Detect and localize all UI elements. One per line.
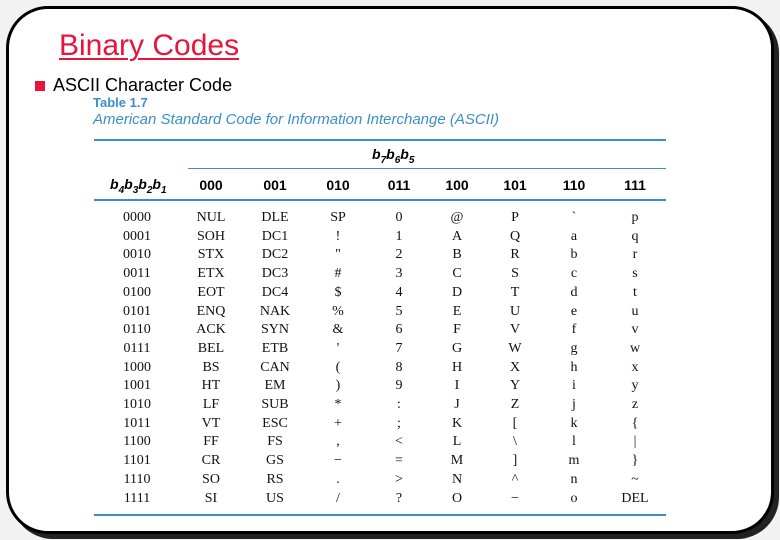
row-header-sub1: 1: [160, 184, 167, 196]
column-header-111: 111: [624, 177, 646, 193]
table-header-rule: [94, 199, 666, 201]
bullet-row: [35, 75, 232, 96]
table-cell: L: [452, 434, 462, 450]
square-bullet-icon: [35, 81, 45, 91]
table-cell: {: [631, 415, 639, 431]
table-cell: 6: [395, 322, 403, 338]
column-header-000: 000: [199, 177, 223, 193]
table-cell: &: [332, 322, 344, 338]
table-cell: 8: [395, 359, 403, 375]
table-cell: #: [334, 266, 342, 282]
table-cell: s: [632, 266, 638, 282]
table-cell: E: [452, 303, 462, 319]
table-cell: R: [510, 247, 520, 263]
group-header-rule: [188, 168, 666, 169]
table-cell: m: [568, 453, 580, 469]
row-code-1001: 1001: [123, 378, 151, 394]
table-cell: VT: [201, 415, 221, 431]
table-cell: (: [335, 359, 341, 375]
table-cell: |: [633, 434, 637, 450]
table-cell: c: [570, 266, 578, 282]
table-cell: \: [513, 434, 517, 450]
table-cell: SYN: [260, 322, 289, 338]
row-code-1111: 1111: [123, 490, 151, 506]
row-header-b1: b: [152, 176, 161, 192]
table-cell: LF: [202, 397, 220, 412]
row-header-sub2: 2: [146, 184, 153, 196]
table-cell: =: [395, 453, 403, 469]
table-cell: e: [570, 303, 578, 319]
table-cell: j: [572, 397, 576, 412]
table-cell: A: [451, 228, 463, 244]
table-cell: DLE: [261, 210, 289, 225]
row-code-0010: 0010: [123, 247, 151, 263]
row-header-b3: b: [124, 176, 133, 192]
table-cell: Q: [509, 228, 521, 244]
table-cell: `: [571, 210, 577, 225]
table-cell: z: [631, 397, 639, 412]
table-cell: ,: [336, 434, 340, 450]
table-cell: 7: [395, 340, 403, 356]
table-cell: V: [509, 322, 521, 338]
table-cell: q: [631, 228, 639, 244]
table-cell: l: [572, 434, 576, 450]
table-cell: ETX: [197, 266, 225, 282]
table-top-rule: [94, 139, 666, 141]
table-cell: FS: [267, 434, 283, 450]
table-cell: STX: [197, 247, 225, 263]
table-cell: HT: [201, 378, 221, 394]
table-cell: 2: [395, 247, 403, 263]
table-cell: }: [631, 453, 639, 469]
row-code-0111: 0111: [123, 340, 151, 356]
group-header-b7: b: [372, 146, 381, 162]
row-code-0101: 0101: [123, 303, 151, 319]
table-cell: BEL: [197, 340, 225, 356]
row-header-sub4: 4: [118, 184, 125, 196]
table-cell: /: [336, 490, 340, 506]
table-cell: t: [633, 284, 637, 300]
row-code-0011: 0011: [123, 266, 151, 282]
table-cell: !: [335, 228, 341, 244]
column-header-001: 001: [263, 177, 287, 193]
row-code-1011: 1011: [123, 415, 151, 431]
table-cell: DC3: [261, 266, 289, 282]
table-cell: h: [570, 359, 578, 375]
slide-title: Binary Codes: [59, 29, 240, 62]
table-cell: v: [631, 322, 639, 338]
table-cell: w: [629, 340, 641, 356]
row-code-0001: 0001: [123, 228, 151, 244]
table-name: American Standard Code for Information Interchange (ASCII): [93, 111, 500, 128]
table-cell: I: [454, 378, 460, 394]
table-cell: g: [570, 340, 578, 356]
row-code-1100: 1100: [123, 434, 151, 450]
column-header-101: 101: [503, 177, 527, 193]
table-cell: NUL: [196, 210, 226, 225]
table-cell: P: [511, 210, 519, 225]
table-cell: SP: [330, 210, 346, 225]
row-code-1000: 1000: [123, 359, 151, 375]
table-cell: DC2: [261, 247, 289, 263]
row-code-0110: 0110: [123, 322, 151, 338]
table-cell: CR: [201, 453, 221, 469]
table-cell: EOT: [197, 284, 225, 300]
table-cell: SO: [202, 471, 220, 487]
table-cell: ENQ: [196, 303, 226, 319]
table-cell: x: [631, 359, 639, 375]
table-cell: −: [334, 453, 342, 469]
row-code-0000: 0000: [123, 210, 151, 225]
column-header-110: 110: [562, 177, 586, 193]
table-cell: BS: [202, 359, 220, 375]
table-cell: ^: [511, 471, 519, 487]
table-cell: DC1: [261, 228, 289, 244]
table-cell: 3: [395, 266, 403, 282]
row-header-b4: b: [110, 176, 119, 192]
table-cell: US: [266, 490, 284, 506]
table-cell: F: [453, 322, 461, 338]
table-cell: f: [571, 322, 577, 338]
table-cell: NAK: [259, 303, 291, 319]
row-header: [110, 176, 167, 196]
table-cell: i: [572, 378, 576, 394]
group-header-sub6: 6: [394, 154, 401, 166]
table-cell: T: [510, 284, 520, 300]
table-cell: U: [509, 303, 521, 319]
table-cell: −: [511, 490, 519, 506]
table-bottom-rule: [94, 514, 666, 516]
table-cell: *: [334, 397, 342, 412]
row-code-1110: 1110: [123, 471, 151, 487]
table-cell: +: [334, 415, 342, 431]
table-cell: 5: [395, 303, 403, 319]
table-cell: [: [512, 415, 518, 431]
table-cell: SOH: [196, 228, 225, 244]
table-cell: o: [570, 490, 578, 506]
table-cell: >: [395, 471, 403, 487]
table-cell: CAN: [260, 359, 290, 375]
table-cell: DC4: [261, 284, 289, 300]
table-cell: ETB: [261, 340, 289, 356]
table-cell: ACK: [196, 322, 226, 338]
row-header-b2: b: [138, 176, 147, 192]
table-cell: ": [335, 247, 341, 263]
table-cell: H: [451, 359, 463, 375]
table-cell: ESC: [262, 415, 288, 431]
table-cell: GS: [266, 453, 284, 469]
row-code-1101: 1101: [123, 453, 151, 469]
table-cell: ': [336, 340, 340, 356]
table-cell: 9: [395, 378, 403, 394]
column-header-100: 100: [445, 177, 469, 193]
table-cell: u: [631, 303, 639, 319]
table-cell: r: [632, 247, 638, 263]
group-header-b5: b: [400, 146, 409, 162]
bullet-text: ASCII Character Code: [53, 75, 233, 95]
row-code-1010: 1010: [123, 397, 151, 412]
table-cell: K: [451, 415, 463, 431]
table-cell: Z: [510, 397, 520, 412]
table-cell: 4: [395, 284, 403, 300]
table-caption: [93, 95, 499, 128]
table-cell: y: [631, 378, 639, 394]
group-header-sub7: 7: [380, 154, 387, 166]
group-header: [372, 146, 414, 166]
table-cell: d: [570, 284, 578, 300]
table-cell: k: [570, 415, 578, 431]
table-cell: SUB: [261, 397, 289, 412]
table-cell: $: [334, 284, 342, 300]
table-cell: G: [451, 340, 463, 356]
table-cell: J: [454, 397, 460, 412]
table-cell: <: [395, 434, 403, 450]
table-cell: @: [450, 210, 464, 225]
table-cell: 1: [395, 228, 403, 244]
table-cell: EM: [264, 378, 286, 394]
table-cell: ~: [631, 471, 639, 487]
table-cell: N: [451, 471, 463, 487]
table-cell: b: [570, 247, 578, 263]
table-cell: FF: [203, 434, 219, 450]
table-cell: ): [335, 378, 341, 394]
table-cell: :: [397, 397, 401, 412]
table-cell: S: [511, 266, 519, 282]
table-cell: Y: [509, 378, 521, 394]
group-header-b6: b: [386, 146, 395, 162]
table-cell: RS: [266, 471, 284, 487]
table-cell: ]: [512, 453, 518, 469]
table-cell: SI: [204, 490, 218, 506]
row-header-sub3: 3: [132, 184, 139, 196]
table-cell: O: [451, 490, 463, 506]
table-cell: .: [336, 471, 340, 487]
table-cell: p: [631, 210, 639, 225]
table-cell: ;: [397, 415, 401, 431]
table-cell: 0: [395, 210, 403, 225]
column-header-011: 011: [387, 177, 411, 193]
table-cell: ?: [395, 490, 403, 506]
column-header-010: 010: [326, 177, 350, 193]
row-code-0100: 0100: [123, 284, 151, 300]
table-cell: C: [452, 266, 462, 282]
table-number: Table 1.7: [93, 95, 148, 110]
table-cell: M: [450, 453, 464, 469]
table-cell: DEL: [621, 490, 649, 506]
table-cell: D: [451, 284, 463, 300]
table-cell: W: [508, 340, 522, 356]
table-cell: a: [570, 228, 578, 244]
table-cell: n: [570, 471, 578, 487]
table-cell: %: [332, 303, 344, 319]
group-header-sub5: 5: [408, 154, 415, 166]
table-cell: B: [452, 247, 462, 263]
table-cell: X: [509, 359, 521, 375]
